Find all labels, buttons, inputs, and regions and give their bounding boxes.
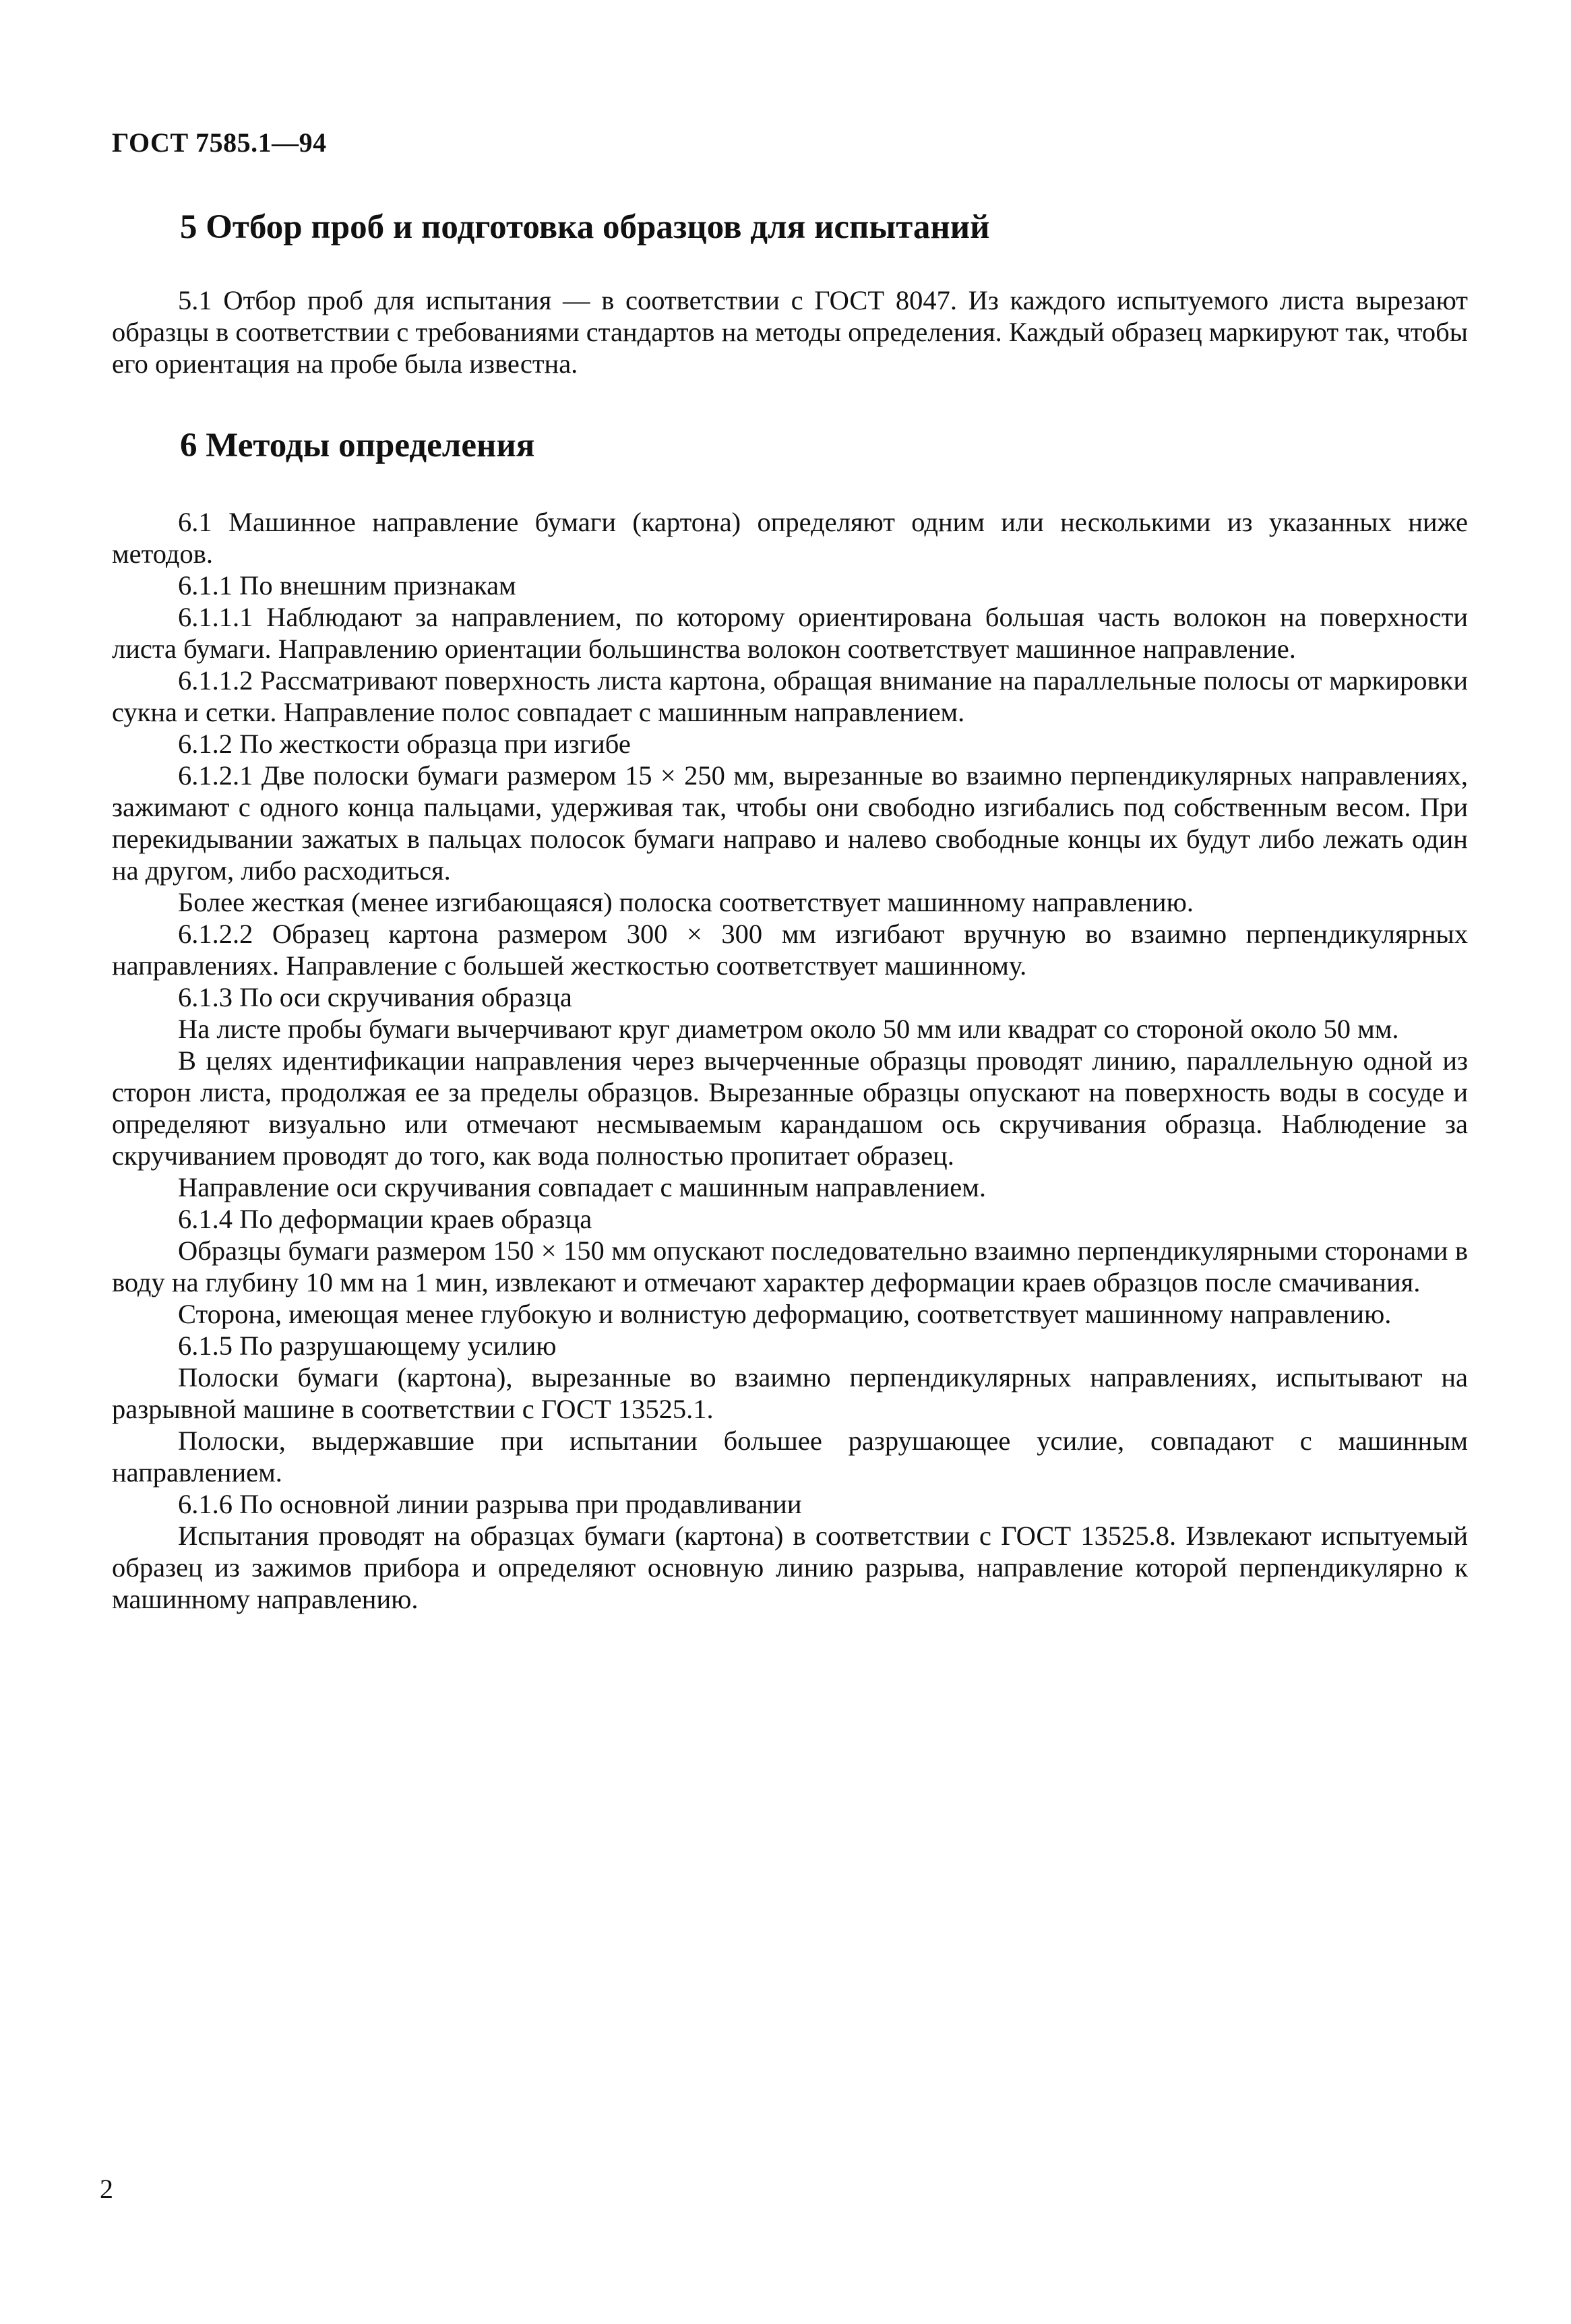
paragraph: Образцы бумаги размером 150 × 150 мм опускают последовательно взаимно перпендикулярными сторонами в воду на глубину 10 мм на 1 мин, извлекают и отмечают характер деформации краев образцов после смачивания. xyxy=(112,1235,1468,1297)
paragraph: 6.1.1.2 Рассматривают поверхность листа картона, обращая внимание на параллельные полосы от маркировки сукна и сетки. Направление полос совпадает с машинным направлением. xyxy=(112,665,1468,727)
paragraph: Более жесткая (менее изгибающаяся) полоска соответствует машинному направлению. xyxy=(178,887,1194,917)
section-5-heading: 5 Отбор проб и подготовка образцов для испытаний xyxy=(180,208,990,246)
page-number: 2 xyxy=(100,2174,113,2204)
paragraph: 6.1.1.1 Наблюдают за направлением, по которому ориентирована большая часть волокон на поверхности листа бумаги. Направлению ориентации большинства волокон соответствует машинное направление. xyxy=(112,602,1468,664)
document-header: ГОСТ 7585.1—94 xyxy=(112,127,327,158)
paragraph: 6.1.2 По жесткости образца при изгибе xyxy=(178,729,631,759)
paragraph: Полоски, выдержавшие при испытании большее разрушающее усилие, совпадают с машинным направлением. xyxy=(112,1426,1468,1488)
section-5-body xyxy=(112,284,1468,379)
paragraph: 6.1.4 По деформации краев образца xyxy=(178,1204,592,1234)
paragraph: Сторона, имеющая менее глубокую и волнистую деформацию, соответствует машинному направлению. xyxy=(178,1299,1392,1329)
paragraph: 6.1.2.2 Образец картона размером 300 × 300 мм изгибают вручную во взаимно перпендикулярных направлениях. Направление с большей жесткостью соответствует машинному. xyxy=(112,919,1468,981)
paragraph: 6.1.6 По основной линии разрыва при продавливании xyxy=(178,1489,802,1519)
paragraph: 6.1.5 По разрушающему усилию xyxy=(178,1331,557,1361)
paragraph: Испытания проводят на образцах бумаги (картона) в соответствии с ГОСТ 13525.8. Извлекают испытуемый образец из зажимов прибора и определяют основную линию разрыва, направление которой перпендикулярно к машинному направлению. xyxy=(112,1521,1468,1614)
paragraph: 6.1.1 По внешним признакам xyxy=(178,570,516,601)
paragraph: 6.1.3 По оси скручивания образца xyxy=(178,982,572,1012)
paragraph: На листе пробы бумаги вычерчивают круг диаметром около 50 мм или квадрат со стороной около 50 мм. xyxy=(178,1014,1399,1044)
paragraph: 6.1 Машинное направление бумаги (картона) определяют одним или несколькими из указанных ниже методов. xyxy=(112,507,1468,569)
paragraph: 5.1 Отбор проб для испытания — в соответствии с ГОСТ 8047. Из каждого испытуемого листа вырезают образцы в соответствии с требованиями стандартов на методы определения. Каждый образец маркируют так, чтобы его ориентация на пробе была известна. xyxy=(112,285,1468,379)
paragraph: Направление оси скручивания совпадает с машинным направлением. xyxy=(178,1172,987,1202)
paragraph: В целях идентификации направления через вычерченные образцы проводят линию, параллельную одной из сторон листа, продолжая ее за пределы образцов. Вырезанные образцы опускают на поверхность воды в сосуде и определяют визуально или отмечают несмываемым карандашом ось скручивания образца. Наблюдение за скручиванием проводят до того, как вода полностью пропитает образец. xyxy=(112,1045,1468,1171)
section-6-body xyxy=(112,506,1468,1615)
paragraph: 6.1.2.1 Две полоски бумаги размером 15 × 250 мм, вырезанные во взаимно перпендикулярных направлениях, зажимают с одного конца пальцами, удерживая так, чтобы они свободно изгибались под собственным весом. При перекидывании зажатых в пальцах полосок бумаги направо и налево свободные концы их будут либо лежать один на другом, либо расходиться. xyxy=(112,760,1468,886)
section-6-heading: 6 Методы определения xyxy=(180,427,535,464)
paragraph: Полоски бумаги (картона), вырезанные во взаимно перпендикулярных направлениях, испытывают на разрывной машине в соответствии с ГОСТ 13525.1. xyxy=(112,1362,1468,1424)
